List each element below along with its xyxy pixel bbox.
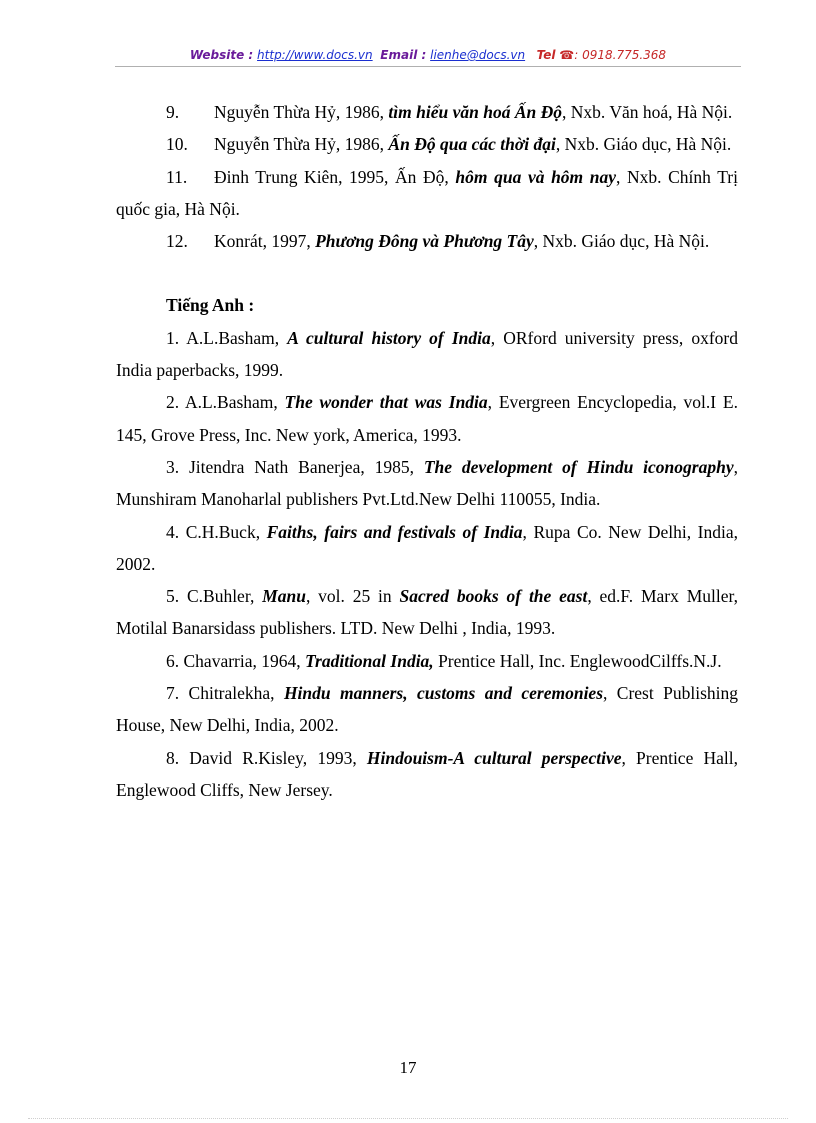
reference-title: Hindouism-A cultural perspective (366, 747, 622, 768)
reference-title: Manu (262, 586, 306, 607)
section-heading-english: Tiếng Anh : (166, 295, 255, 316)
reference-title: hôm qua và hôm nay (455, 166, 617, 187)
website-label: Website : (189, 48, 254, 62)
reference-title: Sacred books of the east (399, 586, 588, 607)
reference-item: 2. A.L.Basham, The wonder that was India, Evergreen Encyclopedia, vol.I E. 145, Grove Press, Inc. New york, America, 1993. (116, 392, 738, 445)
tel-label: Tel (536, 48, 556, 62)
reference-item: 11. Đinh Trung Kiên, 1995, Ấn Độ, hôm qua và hôm nay, Nxb. Chính Trị quốc gia, Hà Nội. (116, 166, 738, 219)
reference-title: Phương Đông và Phương Tây (315, 231, 534, 252)
section-gap (116, 257, 738, 289)
reference-item: 4. C.H.Buck, Faiths, fairs and festivals of India, Rupa Co. New Delhi, India, 2002. (116, 521, 739, 574)
reference-item: 10. Nguyễn Thừa Hỷ, 1986, Ấn Độ qua các thời đại, Nxb. Giáo dục, Hà Nội. (166, 134, 732, 155)
reference-title: Faiths, fairs and festivals of India (266, 521, 523, 542)
tel-number: : 0918.775.368 (574, 48, 667, 62)
page-number: 17 (399, 1058, 417, 1077)
reference-title: Traditional India, (305, 650, 434, 671)
email-link[interactable]: lienhe@docs.vn (430, 48, 526, 62)
reference-title: tìm hiểu văn hoá Ấn Độ (388, 102, 563, 122)
reference-title: A cultural history of India (287, 327, 491, 348)
website-link[interactable]: http://www.docs.vn (257, 48, 373, 62)
reference-item: 9. Nguyễn Thừa Hỷ, 1986, tìm hiểu văn hoá Ấn Độ, Nxb. Văn hoá, Hà Nội. (166, 102, 733, 122)
reference-title: Ấn Độ qua các thời đại (388, 134, 556, 155)
reference-item: 12. Konrát, 1997, Phương Đông và Phương Tây, Nxb. Giáo dục, Hà Nội. (166, 231, 710, 252)
reference-item: 3. Jitendra Nath Banerjea, 1985, The development of Hindu iconography, Munshiram Manoharlal publishers Pvt.Ltd.New Delhi 110055, India. (116, 456, 738, 510)
reference-title: Hindu manners, customs and ceremonies (283, 683, 604, 704)
footer-divider (28, 1118, 788, 1119)
reference-item: 6. Chavarria, 1964, Traditional India, Prentice Hall, Inc. EnglewoodCilffs.N.J. (166, 650, 722, 671)
reference-title: The development of Hindu iconography (423, 456, 734, 477)
reference-item: 8. David R.Kisley, 1993, Hindouism-A cultural perspective, Prentice Hall, Englewood Cliffs, New Jersey. (116, 747, 739, 800)
reference-item: 5. C.Buhler, Manu, vol. 25 in Sacred books of the east, ed.F. Marx Muller, Motilal Banarsidass publishers. LTD. New Delhi , India, 1993. (116, 586, 738, 639)
telephone-icon: ☎ (559, 48, 575, 62)
reference-item: 1. A.L.Basham, A cultural history of India, ORford university press, oxford India paperbacks, 1999. (116, 327, 738, 381)
page-header (115, 46, 741, 64)
header-divider (115, 66, 741, 67)
references-body (116, 96, 738, 806)
reference-item: 7. Chitralekha, Hindu manners, customs and ceremonies, Crest Publishing House, New Delhi, India, 2002. (116, 683, 738, 736)
email-label: Email : (380, 48, 427, 62)
reference-title: The wonder that was India (284, 392, 488, 413)
